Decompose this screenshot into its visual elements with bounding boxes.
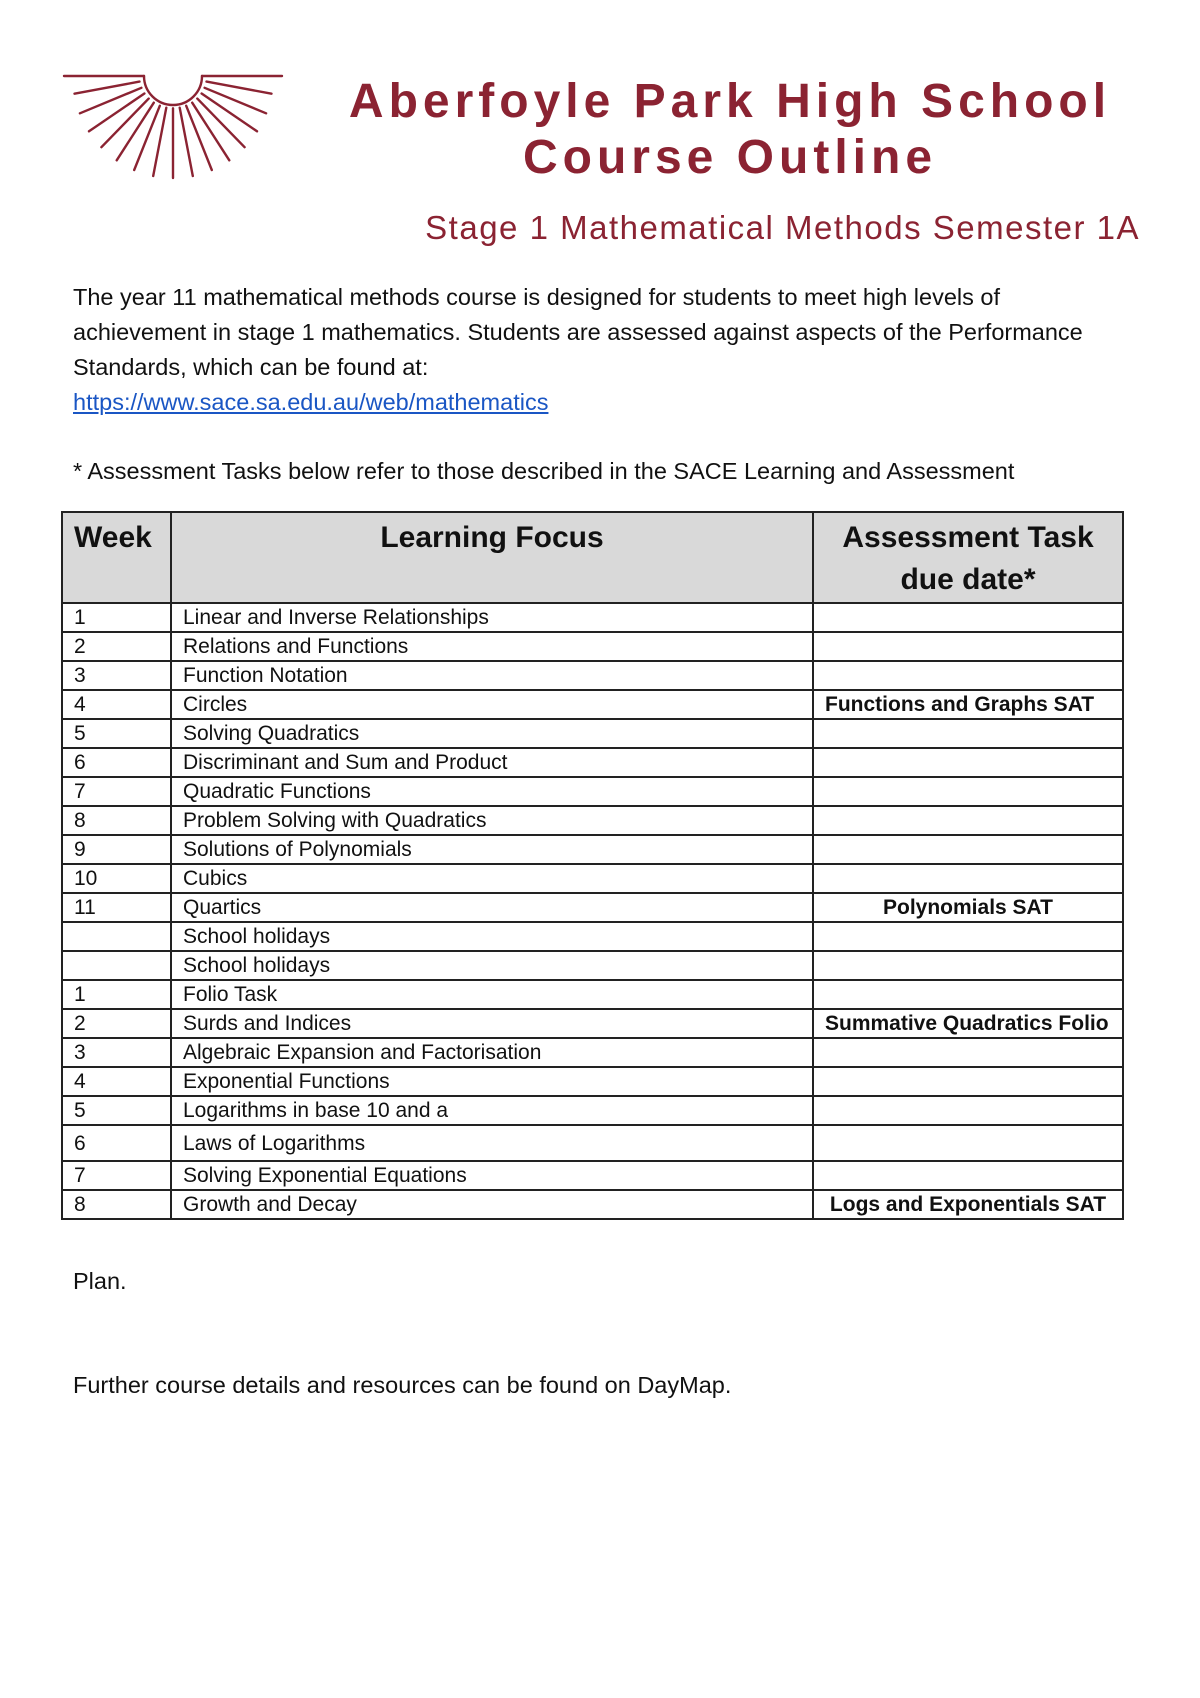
week-cell: 7 (62, 1161, 171, 1190)
header-learning-focus: Learning Focus (171, 512, 813, 603)
week-cell: 4 (62, 1067, 171, 1096)
learning-focus-cell: Function Notation (171, 661, 813, 690)
table-row (62, 893, 1123, 922)
week-cell (62, 951, 171, 980)
learning-focus-cell: Circles (171, 690, 813, 719)
learning-focus-cell: Linear and Inverse Relationships (171, 603, 813, 632)
learning-focus-cell: Laws of Logarithms (171, 1125, 813, 1161)
table-row (62, 690, 1123, 719)
assessment-task-cell (813, 835, 1123, 864)
week-cell: 8 (62, 806, 171, 835)
table-row (62, 777, 1123, 806)
learning-focus-cell: Quadratic Functions (171, 777, 813, 806)
learning-focus-cell: Quartics (171, 893, 813, 922)
table-row (62, 922, 1123, 951)
table-row (62, 1161, 1123, 1190)
learning-focus-cell: School holidays (171, 951, 813, 980)
school-logo-sunburst-icon (62, 70, 284, 182)
week-cell: 9 (62, 835, 171, 864)
table-row (62, 980, 1123, 1009)
assessment-task-cell (813, 806, 1123, 835)
assessment-task-cell (813, 980, 1123, 1009)
course-schedule-table (61, 511, 1124, 1220)
table-row (62, 864, 1123, 893)
document-title: Course Outline (522, 131, 938, 184)
table-row (62, 1038, 1123, 1067)
header-assessment-task (813, 512, 1123, 603)
table-row (62, 835, 1123, 864)
footer-text: Further course details and resources can be found on DayMap. (73, 1372, 732, 1398)
learning-focus-cell: Cubics (171, 864, 813, 893)
learning-focus-cell: Solutions of Polynomials (171, 835, 813, 864)
table-row (62, 951, 1123, 980)
learning-focus-cell: Relations and Functions (171, 632, 813, 661)
assessment-task-cell (813, 1125, 1123, 1161)
week-cell: 5 (62, 1096, 171, 1125)
week-cell: 4 (62, 690, 171, 719)
assessment-task-cell (813, 864, 1123, 893)
assessment-task-cell (813, 719, 1123, 748)
week-cell: 1 (62, 980, 171, 1009)
table-row (62, 603, 1123, 632)
week-cell: 1 (62, 603, 171, 632)
assessment-task-cell (813, 632, 1123, 661)
table-row (62, 661, 1123, 690)
week-cell (62, 922, 171, 951)
table-row (62, 1009, 1123, 1038)
learning-focus-cell: Solving Quadratics (171, 719, 813, 748)
sace-mathematics-link[interactable]: https://www.sace.sa.edu.au/web/mathematics (73, 389, 549, 415)
assessment-task-cell (813, 1067, 1123, 1096)
table-row (62, 719, 1123, 748)
table-row (62, 1190, 1123, 1219)
week-cell: 2 (62, 1009, 171, 1038)
week-cell: 8 (62, 1190, 171, 1219)
assessment-task-cell (813, 777, 1123, 806)
week-cell: 5 (62, 719, 171, 748)
learning-focus-cell: Solving Exponential Equations (171, 1161, 813, 1190)
learning-focus-cell: Problem Solving with Quadratics (171, 806, 813, 835)
table-body (62, 603, 1123, 1219)
table-row (62, 806, 1123, 835)
week-cell: 10 (62, 864, 171, 893)
week-cell: 2 (62, 632, 171, 661)
week-cell: 6 (62, 1125, 171, 1161)
learning-focus-cell: Surds and Indices (171, 1009, 813, 1038)
assessment-task-cell (813, 1038, 1123, 1067)
assessment-task-cell (813, 748, 1123, 777)
learning-focus-cell: School holidays (171, 922, 813, 951)
week-cell: 3 (62, 1038, 171, 1067)
week-cell: 7 (62, 777, 171, 806)
assessment-task-cell (813, 922, 1123, 951)
course-subtitle: Stage 1 Mathematical Methods Semester 1A (425, 209, 1140, 246)
table-header-row (62, 512, 1123, 603)
assessment-task-cell: Logs and Exponentials SAT (813, 1190, 1123, 1219)
week-cell: 11 (62, 893, 171, 922)
table-row (62, 1096, 1123, 1125)
table-row (62, 1125, 1123, 1161)
learning-focus-cell: Folio Task (171, 980, 813, 1009)
assessment-task-cell (813, 1096, 1123, 1125)
table-row (62, 1067, 1123, 1096)
week-cell: 6 (62, 748, 171, 777)
intro-paragraph (73, 280, 1133, 420)
header-assessment-task-line1: Assessment Task (842, 521, 1094, 554)
table-row (62, 748, 1123, 777)
learning-focus-cell: Algebraic Expansion and Factorisation (171, 1038, 813, 1067)
intro-text: The year 11 mathematical methods course is designed for students to meet high levels of achievement in stage 1 mathematics. Students are assessed against aspects of the Performance Standards, which can be found at: (73, 284, 1083, 380)
table-row (62, 632, 1123, 661)
week-cell: 3 (62, 661, 171, 690)
header-week: Week (62, 512, 171, 603)
learning-focus-cell: Logarithms in base 10 and a (171, 1096, 813, 1125)
learning-focus-cell: Discriminant and Sum and Product (171, 748, 813, 777)
assessment-task-cell (813, 1161, 1123, 1190)
assessment-task-cell (813, 603, 1123, 632)
learning-focus-cell: Exponential Functions (171, 1067, 813, 1096)
assessment-task-cell: Polynomials SAT (813, 893, 1123, 922)
school-name: Aberfoyle Park High School (348, 75, 1112, 128)
assessment-note: * Assessment Tasks below refer to those described in the SACE Learning and Assessment (73, 458, 1015, 484)
assessment-task-cell (813, 951, 1123, 980)
header-assessment-task-line2: due date* (900, 563, 1036, 596)
assessment-task-cell: Summative Quadratics Folio (813, 1009, 1123, 1038)
assessment-task-cell (813, 661, 1123, 690)
plan-text: Plan. (73, 1268, 127, 1294)
assessment-task-cell: Functions and Graphs SAT (813, 690, 1123, 719)
learning-focus-cell: Growth and Decay (171, 1190, 813, 1219)
